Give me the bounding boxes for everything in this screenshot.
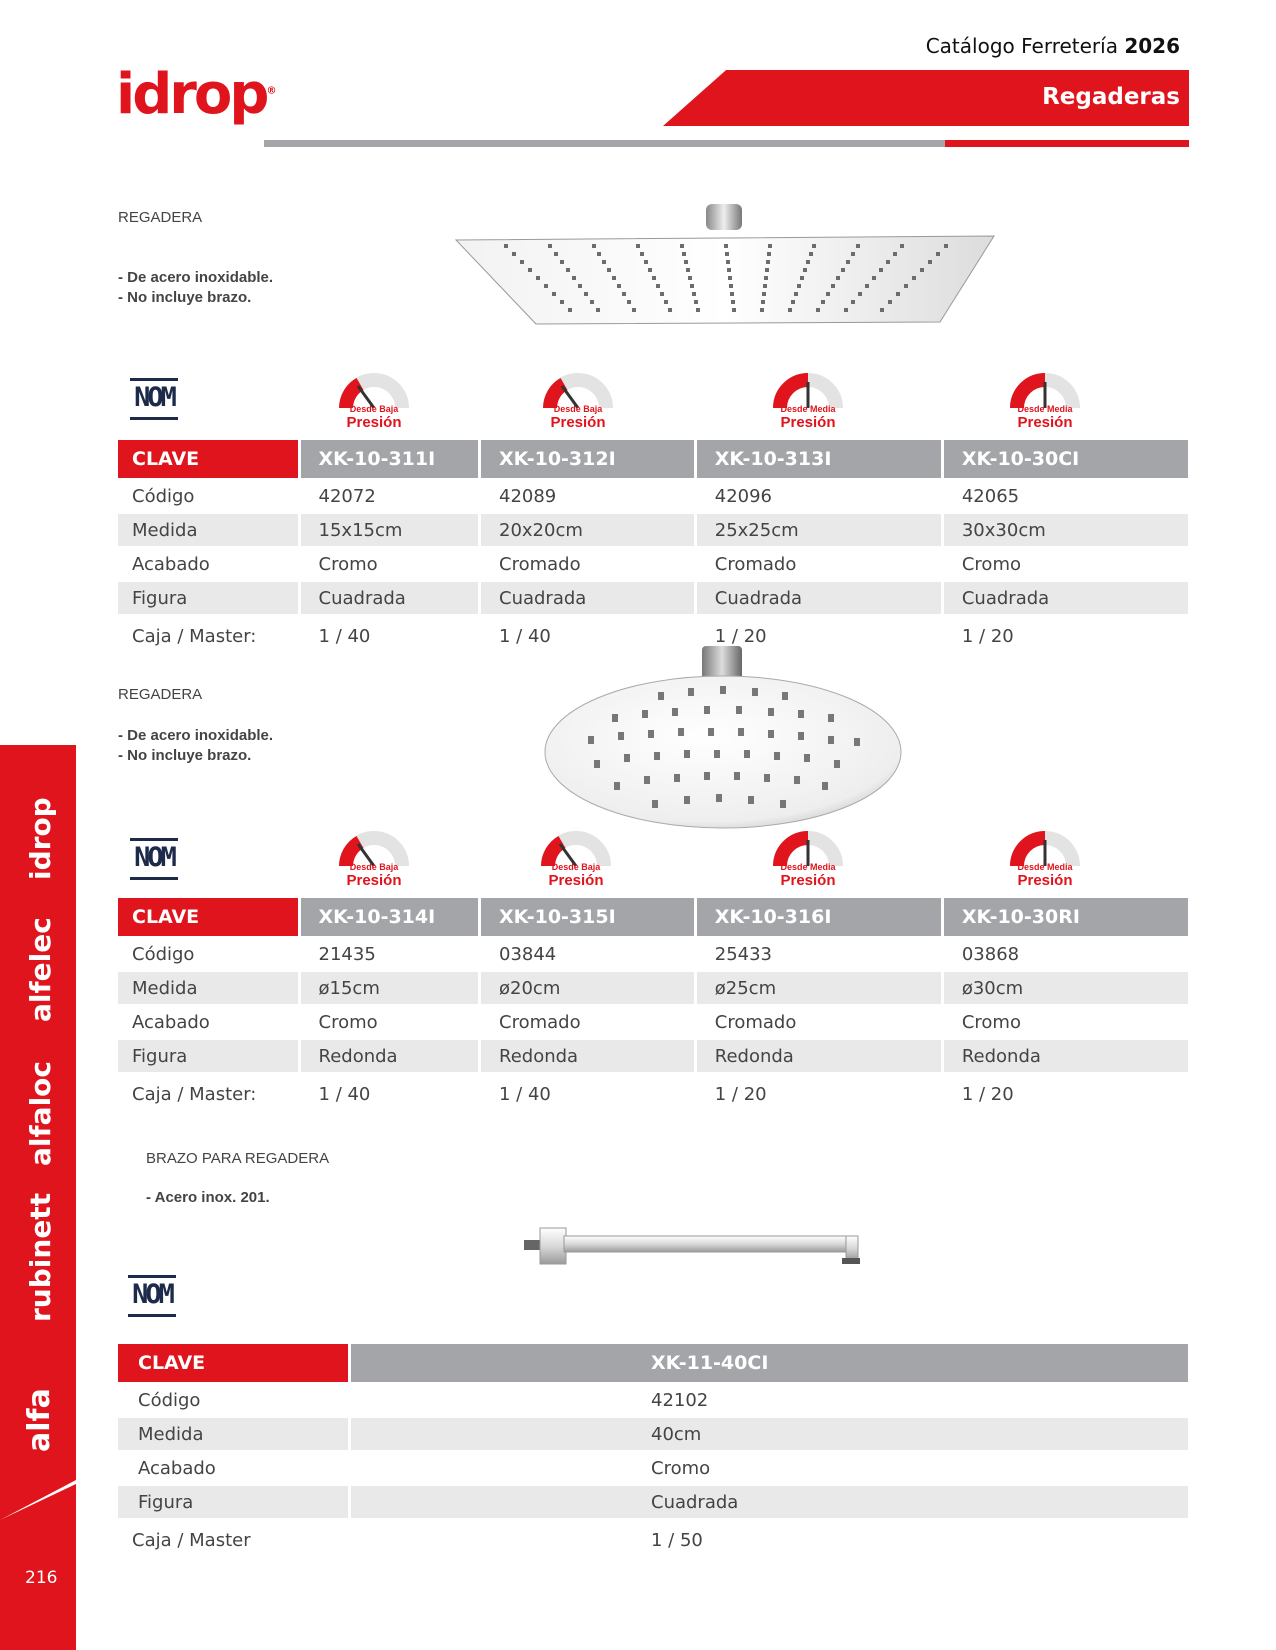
- table-row: Caja / Master: 1 / 40 1 / 40 1 / 20 1 / 20: [132, 1083, 1014, 1105]
- brand-logo: idrop®: [116, 62, 277, 127]
- table-row: Código 42072 42089 42096 42065: [132, 485, 1020, 507]
- table-row: Acabado Cromo Cromado Cromado Cromo: [132, 1011, 1021, 1033]
- sidebar-brand-rubinett: rubinett: [24, 1192, 57, 1322]
- catalog-title: [926, 34, 1180, 58]
- low-pressure-icon: Desde Baja Presión: [334, 372, 414, 434]
- medium-pressure-icon: Desde Media Presión: [768, 372, 848, 434]
- clave-cell: XK-10-312I: [481, 440, 694, 478]
- table-row: Figura Cuadrada Cuadrada Cuadrada Cuadrada: [118, 582, 1188, 614]
- page-number: 216: [25, 1568, 58, 1588]
- nom-certification-icon: NOM: [128, 1275, 176, 1317]
- medium-pressure-icon: Desde Media Presión: [1005, 830, 1085, 892]
- table-row: Código 42102: [138, 1389, 709, 1411]
- product-feature: - No incluye brazo.: [118, 747, 252, 764]
- clave-cell: XK-10-315I: [481, 898, 694, 936]
- sidebar-brand-alfelec: alfelec: [24, 917, 57, 1022]
- table-row: Figura Redonda Redonda Redonda Redonda: [118, 1040, 1188, 1072]
- shower-arm-image: [520, 1222, 870, 1276]
- catalog-year: 2026: [1124, 34, 1180, 58]
- low-pressure-icon: Desde Baja Presión: [538, 372, 618, 434]
- table-header-row: [118, 440, 1188, 478]
- clave-cell: XK-10-313I: [697, 440, 941, 478]
- table-row: Código 21435 03844 25433 03868: [132, 943, 1020, 965]
- table-row: Medida ø15cm ø20cm ø25cm ø30cm: [118, 972, 1188, 1004]
- medium-pressure-icon: Desde Media Presión: [768, 830, 848, 892]
- nom-certification-icon: NOM: [130, 838, 178, 880]
- clave-label: CLAVE: [118, 1344, 348, 1382]
- spec-table-shower-arm: [115, 1342, 1191, 1562]
- square-shower-head-image: [452, 200, 998, 325]
- table-row: Acabado Cromo Cromado Cromado Cromo: [132, 553, 1021, 575]
- catalog-prefix: Catálogo Ferretería: [925, 34, 1118, 58]
- product-title: REGADERA: [118, 209, 203, 226]
- clave-cell: XK-11-40CI: [351, 1344, 1188, 1382]
- sidebar-brand-alfa: alfa: [22, 1388, 57, 1452]
- product-title: REGADERA: [118, 686, 203, 703]
- header-divider-accent: [945, 140, 1189, 147]
- sidebar-brand-idrop: idrop: [24, 797, 57, 880]
- low-pressure-icon: Desde Baja Presión: [536, 830, 616, 892]
- clave-cell: XK-10-30CI: [944, 440, 1188, 478]
- nom-certification-icon: NOM: [130, 378, 178, 420]
- table-row: Medida 15x15cm 20x20cm 25x25cm 30x30cm: [118, 514, 1188, 546]
- sidebar-brand-alfaloc: alfaloc: [24, 1061, 57, 1166]
- spec-table-square-shower: [115, 438, 1191, 658]
- clave-label: CLAVE: [118, 898, 298, 936]
- table-row: Caja / Master 1 / 50: [132, 1529, 703, 1551]
- product-feature: - Acero inox. 201.: [146, 1189, 270, 1206]
- clave-cell: XK-10-316I: [697, 898, 941, 936]
- medium-pressure-icon: Desde Media Presión: [1005, 372, 1085, 434]
- round-shower-head-image: [542, 644, 904, 830]
- header-divider: [264, 140, 945, 147]
- low-pressure-icon: Desde Baja Presión: [334, 830, 414, 892]
- product-feature: - De acero inoxidable.: [118, 269, 274, 286]
- table-row: Figura Cuadrada: [118, 1486, 1188, 1518]
- clave-cell: XK-10-311I: [301, 440, 478, 478]
- table-row: Acabado Cromo: [138, 1457, 711, 1479]
- product-feature: - No incluye brazo.: [118, 289, 252, 306]
- table-row: Caja / Master: 1 / 40 1 / 40 1 / 20 1 / 20: [132, 625, 1014, 647]
- table-header-row: [118, 898, 1188, 936]
- table-header-row: [118, 1344, 1188, 1382]
- table-row: Medida 40cm: [118, 1418, 1188, 1450]
- clave-cell: XK-10-314I: [301, 898, 478, 936]
- spec-table-round-shower: [115, 896, 1191, 1116]
- product-title: BRAZO PARA REGADERA: [146, 1150, 330, 1167]
- clave-cell: XK-10-30RI: [944, 898, 1188, 936]
- clave-label: CLAVE: [118, 440, 298, 478]
- product-feature: - De acero inoxidable.: [118, 727, 274, 744]
- section-title: Regaderas: [1042, 84, 1180, 110]
